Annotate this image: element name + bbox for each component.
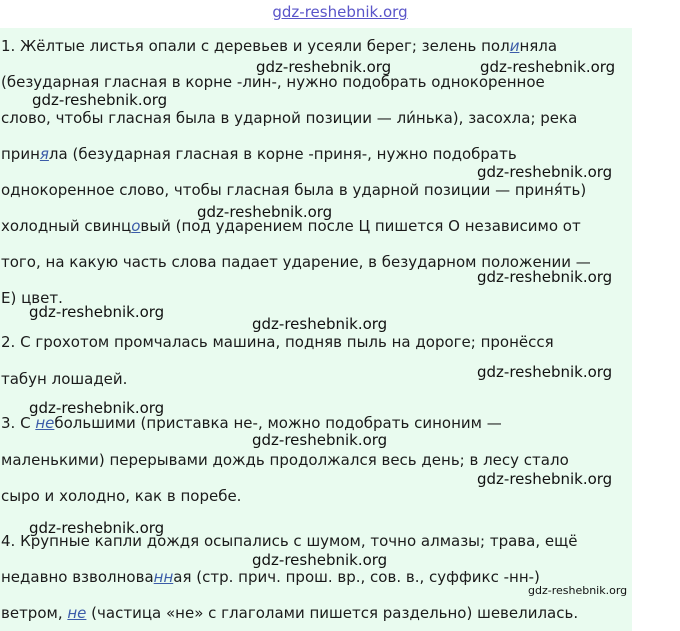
text-line: маленькими) перерывами дождь продолжался весь день; в лесу стало: [1, 451, 569, 469]
watermark-small: gdz-reshebnik.org: [528, 584, 628, 597]
highlighted-particle: не: [67, 604, 87, 622]
text-line: приняла (безударная гласная в корне -приня-, нужно подобрать: [1, 145, 517, 163]
watermark: gdz-reshebnik.org: [197, 203, 333, 221]
watermark: gdz-reshebnik.org: [256, 58, 392, 76]
watermark: gdz-reshebnik.org: [480, 58, 616, 76]
text-line: того, на какую часть слова падает ударение, в безударном положении —: [1, 253, 591, 271]
text-line: холодный свинцовый (под ударением после Ц пишется О независимо от: [1, 217, 581, 235]
text-line: однокоренное слово, чтобы гласная была в ударной позиции — приня́ть): [1, 181, 587, 199]
watermark: gdz-reshebnik.org: [477, 163, 613, 181]
text-line: 3. С небольшими (приставка не-, можно подобрать синоним —: [1, 414, 502, 432]
text-line: 1. Жёлтые листья опали с деревьев и усеяли берег; зелень полиняла: [1, 37, 558, 55]
watermark: gdz-reshebnik.org: [477, 268, 613, 286]
text-line: ветром, не (частица «не» с глаголами пишется раздельно) шевелилась.: [1, 604, 579, 622]
highlighted-prefix: не: [35, 414, 55, 432]
watermark: gdz-reshebnik.org: [252, 315, 388, 333]
text-line: табун лошадей.: [1, 370, 128, 388]
header: [0, 0, 680, 28]
watermark: gdz-reshebnik.org: [32, 91, 168, 109]
text-line: Е) цвет.: [1, 289, 63, 307]
highlighted-suffix: нн: [153, 568, 174, 586]
text-line: 2. С грохотом промчалась машина, подняв пыль на дороге; пронёсся: [1, 333, 554, 351]
watermark: gdz-reshebnik.org: [29, 303, 165, 321]
text-line: (безударная гласная в корне -лин-, нужно подобрать однокоренное: [1, 73, 545, 91]
text-line: слово, чтобы гласная была в ударной позиции — ли́нька), засохла; река: [1, 109, 578, 127]
text-line: сыро и холодно, как в поребе.: [1, 487, 242, 505]
site-link[interactable]: gdz-reshebnik.org: [272, 3, 408, 21]
watermark: gdz-reshebnik.org: [29, 519, 165, 537]
text-line: недавно взволнованная (стр. прич. прош. вр., сов. в., суффикс -нн-): [1, 568, 540, 586]
watermark: gdz-reshebnik.org: [477, 363, 613, 381]
text-line: 4. Крупные капли дождя осыпались с шумом, точно алмазы; трава, ещё: [1, 532, 578, 550]
watermark: gdz-reshebnik.org: [477, 470, 613, 488]
highlighted-letter: я: [39, 145, 49, 163]
highlighted-letter: о: [131, 217, 141, 235]
watermark: gdz-reshebnik.org: [252, 551, 388, 569]
watermark: gdz-reshebnik.org: [29, 399, 165, 417]
watermark: gdz-reshebnik.org: [252, 431, 388, 449]
highlighted-letter: и: [509, 37, 520, 55]
